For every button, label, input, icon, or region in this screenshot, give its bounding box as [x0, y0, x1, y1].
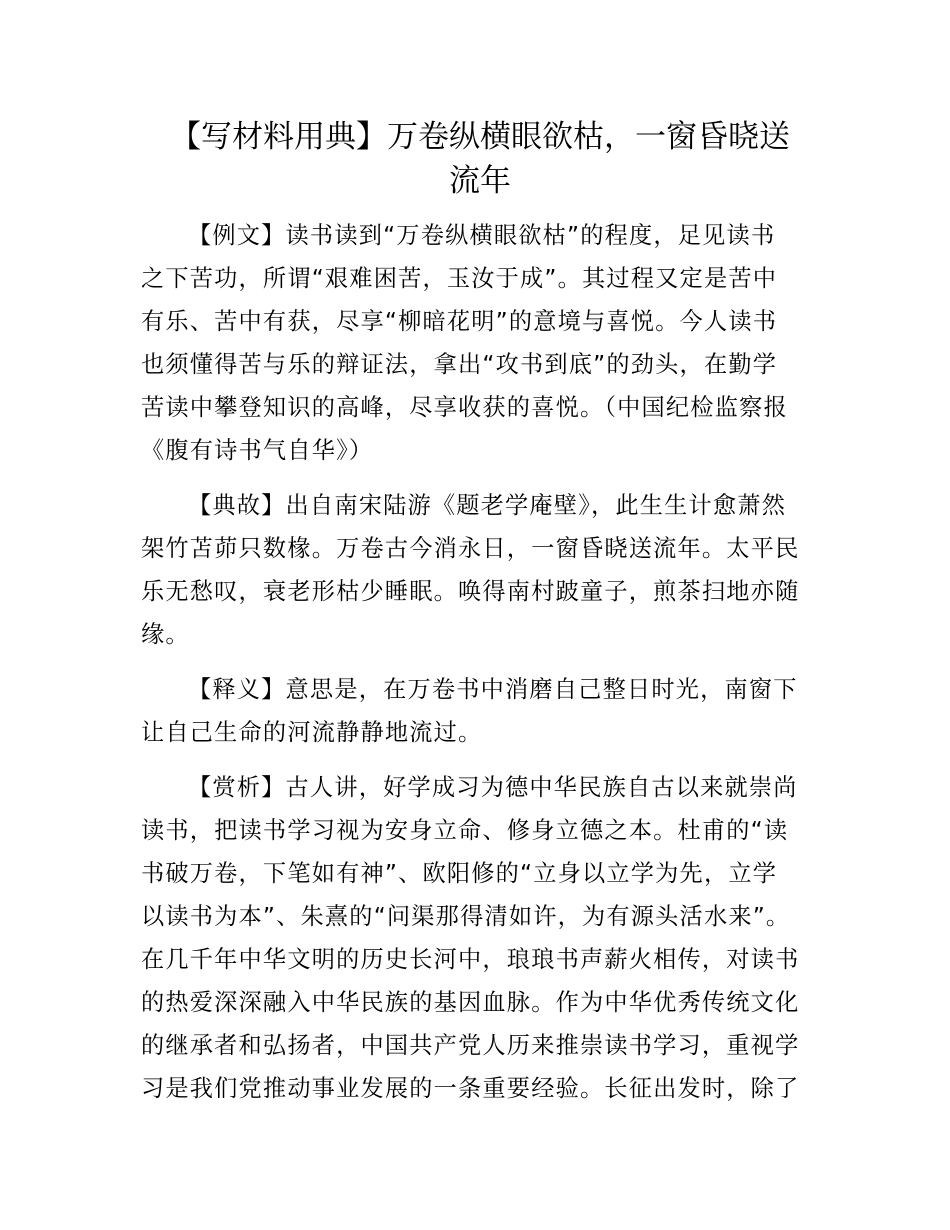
text-line: 【典故】出自南宋陆游《题老学庵壁》，此生生计愈萧然: [188, 492, 787, 519]
text-line: 乐无愁叹，衰老形枯少睡眠。唤得南村跛童子，煎茶扫地亦随: [141, 578, 800, 605]
text-line: 有乐、苦中有获，尽享“柳暗花明”的意境与喜悦。今人读书: [141, 308, 778, 335]
text-line: 也须懂得苦与乐的辩证法，拿出“攻书到底”的劲头，在勤学: [141, 351, 778, 378]
text-line: 读书，把读书学习视为安身立命、修身立德之本。杜甫的“读: [141, 817, 789, 844]
text-line: 让自己生命的河流静静地流过。: [141, 719, 483, 746]
text-line: 【释义】意思是，在万卷书中消磨自己整日时光，南窗下: [188, 676, 798, 703]
text-line: 的热爱深深融入中华民族的基因血脉。作为中华优秀传统文化: [141, 989, 800, 1016]
text-line: 书破万卷，下笔如有神”、欧阳修的“立身以立学为先，立学: [141, 860, 778, 887]
text-line: 在几千年中华文明的历史长河中，琅琅书声薪火相传，对读书: [141, 946, 800, 973]
text-line: 架竹苫茆只数椽。万卷古今消永日，一窗昏晓送流年。太平民: [141, 535, 800, 562]
text-line: 苦读中攀登知识的高峰，尽享收获的喜悦。（中国纪检监察报: [141, 394, 788, 421]
text-line: 之下苦功，所谓“艰难困苦，玉汝于成”。其过程又定是苦中: [141, 265, 778, 292]
text-line: 的继承者和弘扬者，中国共产党人历来推崇读书学习，重视学: [141, 1032, 800, 1059]
text-line: 习是我们党推动事业发展的一条重要经验。长征出发时，除了: [141, 1075, 800, 1102]
title-line: 流年: [449, 163, 511, 199]
title-line: 【写材料用典】万卷纵横眼欲枯，一窗昏晓送: [170, 119, 790, 155]
text-line: 以读书为本”、朱熹的“问渠那得清如许，为有源头活水来”。: [141, 903, 791, 930]
text-line: 【赏析】古人讲，好学成习为德中华民族自古以来就崇尚: [188, 774, 798, 801]
text-line: 缘。: [141, 621, 190, 648]
text-line: 《腹有诗书气自华》）: [141, 437, 374, 464]
text-line: 【例文】读书读到“万卷纵横眼欲枯”的程度，足见读书: [188, 222, 776, 249]
